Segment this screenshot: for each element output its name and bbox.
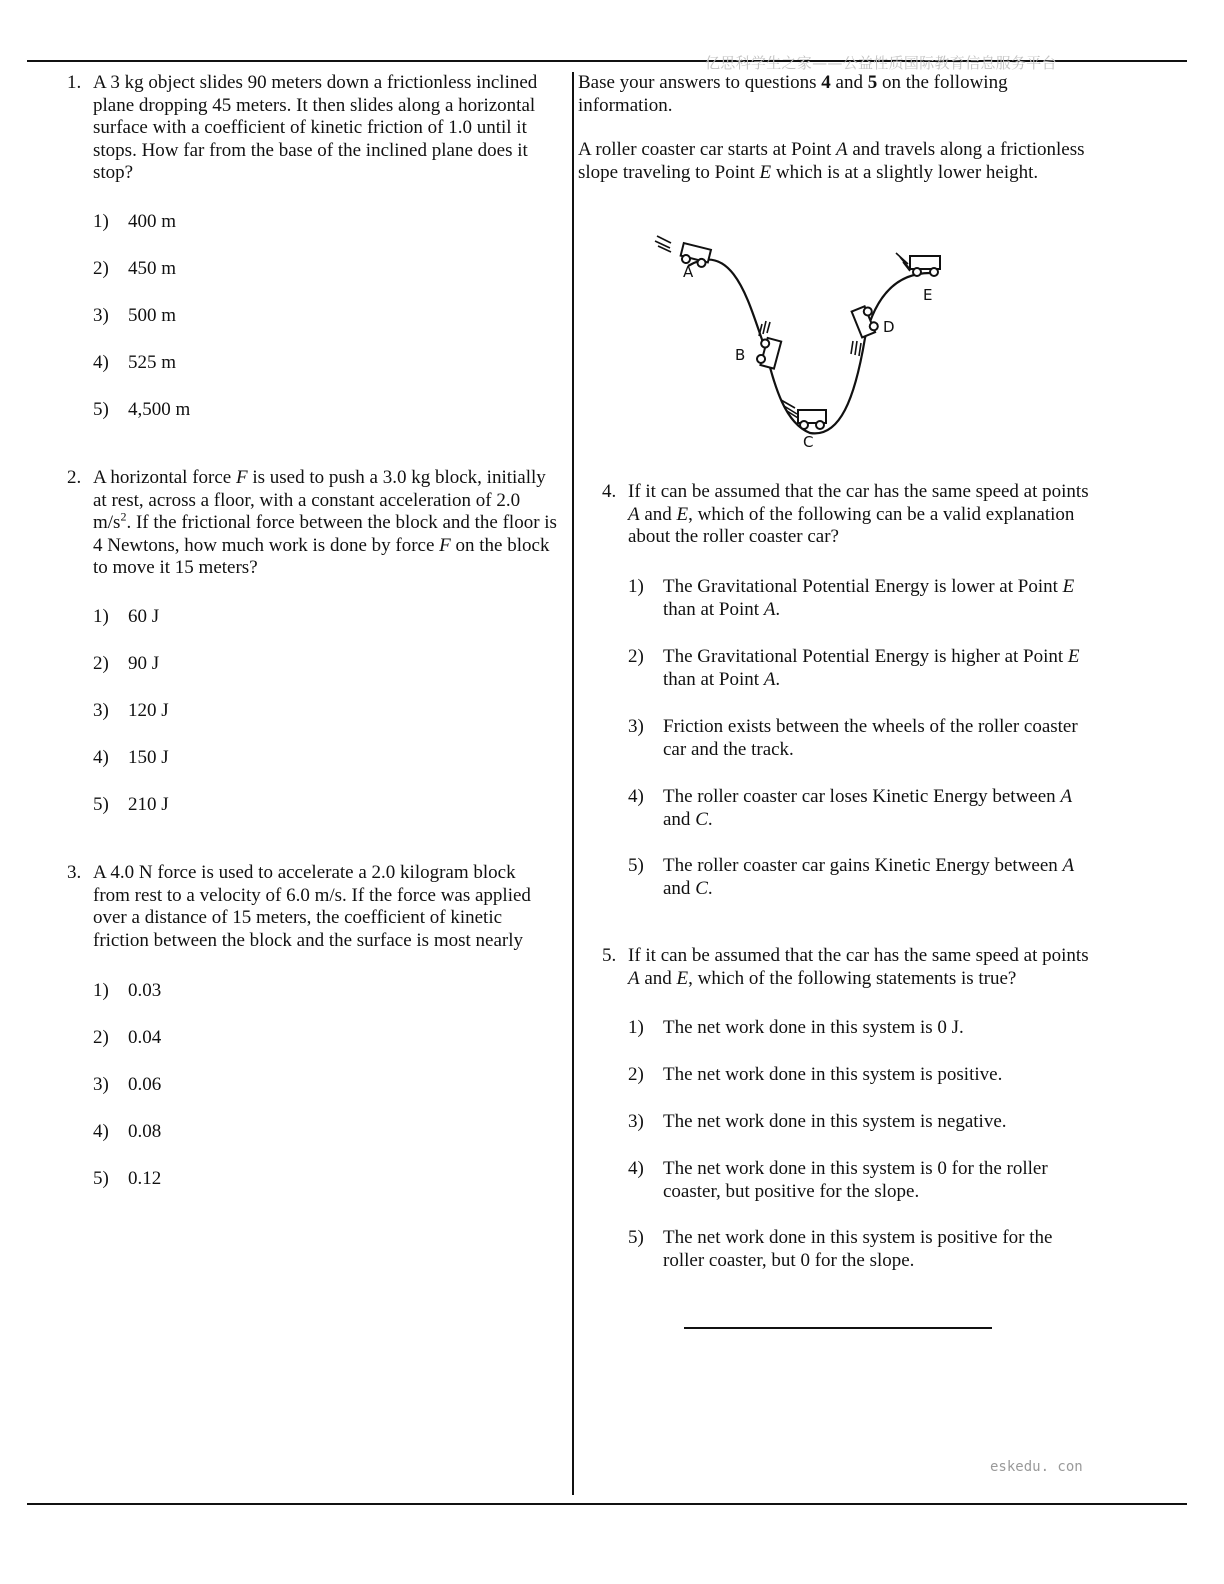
option-text: 90 J: [128, 653, 160, 674]
scenario-paragraph: A roller coaster car starts at Point A and travels along a frictionless slope traveling to Point E which is at a slightly lower height.: [578, 139, 1085, 183]
option-text: The net work done in this system is negative.: [663, 1111, 1007, 1132]
answer-option[interactable]: [628, 716, 1090, 761]
option-text: 210 J: [128, 794, 169, 815]
answer-option[interactable]: [93, 258, 176, 281]
bottom-rule: [27, 1503, 1187, 1505]
answer-option[interactable]: [628, 1111, 1068, 1134]
option-number: 1): [628, 576, 644, 597]
option-number: 2): [93, 258, 109, 279]
end-rule: [684, 1327, 992, 1329]
point-label-b: B: [735, 346, 746, 364]
motion-lines-e: [896, 253, 910, 271]
option-text: 0.06: [128, 1074, 162, 1095]
answer-option[interactable]: [628, 1227, 1068, 1272]
coaster-car-c: [798, 410, 826, 429]
question-text: A horizontal force F is used to push a 3.0 kg block, initially at rest, across a floor, with a constant acceleration of 2.0 $m/s^2$. If the frictional force between the block and the floor is 4 Newtons, how much work is done by force F on the block to move it 15 meters?: [93, 467, 557, 578]
option-text: 400 m: [128, 211, 177, 232]
point-label-c: C: [803, 433, 814, 451]
option-number: 2): [93, 653, 109, 674]
answer-option[interactable]: [93, 980, 161, 1003]
option-text: The net work done in this system is 0 J.: [663, 1017, 964, 1038]
question-3: [67, 862, 552, 1202]
option-text: The roller coaster car loses Kinetic Energy between A and C.: [663, 786, 1073, 830]
answer-option[interactable]: [93, 1168, 161, 1191]
option-number: 2): [628, 1064, 644, 1085]
question-ref: 4: [821, 72, 831, 93]
option-text: 120 J: [128, 700, 169, 721]
question-5: [602, 945, 1092, 1285]
question-4: [602, 481, 1092, 921]
option-text: The net work done in this system is 0 for the roller coaster, but positive for the slope.: [663, 1158, 1048, 1202]
option-number: 2): [93, 1027, 109, 1048]
point-label-d: D: [883, 318, 895, 336]
shared-instructions: Base your answers to questions 4 and 5 on the following information.: [578, 72, 1008, 116]
option-number: 3): [93, 305, 109, 326]
column-divider: [572, 72, 574, 1495]
option-text: 0.12: [128, 1168, 162, 1189]
option-number: 1): [93, 606, 109, 627]
answer-option[interactable]: [93, 794, 169, 817]
option-number: 3): [93, 1074, 109, 1095]
answer-option[interactable]: [628, 855, 1090, 900]
answer-option[interactable]: [93, 653, 159, 676]
answer-option[interactable]: [93, 1121, 161, 1144]
option-text: 525 m: [128, 352, 177, 373]
question-number: 2.: [67, 467, 82, 488]
option-number: 4): [628, 786, 644, 807]
answer-option[interactable]: [628, 646, 1093, 691]
option-text: 0.08: [128, 1121, 162, 1142]
option-number: 5): [93, 794, 109, 815]
option-text: 60 J: [128, 606, 160, 627]
answer-option[interactable]: [93, 305, 176, 328]
option-number: 5): [628, 855, 644, 876]
answer-option[interactable]: [628, 786, 1090, 831]
track-curve: [688, 260, 933, 434]
option-number: 4): [93, 747, 109, 768]
option-number: 5): [628, 1227, 644, 1248]
answer-option[interactable]: [93, 1074, 161, 1097]
option-number: 4): [93, 352, 109, 373]
question-1: [67, 72, 557, 462]
footer-watermark: eskedu. con: [990, 1459, 1083, 1475]
option-text: The Gravitational Potential Energy is higher at Point E than at Point A.: [663, 646, 1080, 690]
option-text: 0.03: [128, 980, 162, 1001]
answer-option[interactable]: [93, 606, 159, 629]
option-text: The Gravitational Potential Energy is lower at Point E than at Point A.: [663, 576, 1075, 620]
question-number: 1.: [67, 72, 82, 93]
question-number: 4.: [602, 481, 617, 502]
point-label-a: A: [683, 263, 694, 281]
coaster-car-b: [756, 337, 782, 369]
option-number: 1): [93, 980, 109, 1001]
option-number: 5): [93, 1168, 109, 1189]
question-ref: 5: [867, 72, 878, 93]
option-number: 3): [628, 1111, 644, 1132]
exponent: 2: [120, 509, 127, 524]
point-label-e: E: [923, 286, 933, 304]
roller-coaster-diagram: [650, 228, 950, 453]
answer-option[interactable]: [628, 1064, 1068, 1087]
question-text: If it can be assumed that the car has the same speed at points A and E, which of the following statements is true?: [628, 945, 1089, 989]
answer-option[interactable]: [93, 211, 176, 234]
answer-option[interactable]: [628, 1158, 1068, 1203]
watermark-text: 亿思科学生之家——公益性质国际教育信息服务平台: [705, 54, 1057, 72]
option-text: 4,500 m: [128, 399, 191, 420]
answer-option[interactable]: [628, 1017, 1068, 1040]
force-variable: F: [439, 534, 451, 556]
question-number: 5.: [602, 945, 617, 966]
option-number: 4): [628, 1158, 644, 1179]
option-number: 3): [628, 716, 644, 737]
force-variable: F: [235, 467, 248, 488]
question-2: [67, 467, 562, 837]
answer-option[interactable]: [93, 747, 169, 770]
option-number: 3): [93, 700, 109, 721]
option-text: The net work done in this system is positive.: [663, 1064, 1003, 1085]
question-text: A 3 kg object slides 90 meters down a frictionless inclined plane dropping 45 meters. It then slides along a horizontal surface with a coefficient of kinetic friction of 1.0 until it stops. How far from the base of the inclined plane does it stop?: [93, 72, 538, 183]
option-text: The roller coaster car gains Kinetic Energy between A and C.: [663, 855, 1075, 899]
motion-lines-d: [851, 341, 861, 356]
option-text: 0.04: [128, 1027, 162, 1048]
answer-option[interactable]: [628, 576, 1090, 621]
option-number: 1): [628, 1017, 644, 1038]
option-text: The net work done in this system is positive for the roller coaster, but 0 for the slope.: [663, 1227, 1053, 1271]
option-text: 500 m: [128, 305, 177, 326]
option-number: 4): [93, 1121, 109, 1142]
option-text: 150 J: [128, 747, 169, 768]
option-number: 5): [93, 399, 109, 420]
answer-option[interactable]: [93, 700, 169, 723]
option-number: 2): [628, 646, 644, 667]
option-number: 1): [93, 211, 109, 232]
answer-option[interactable]: [93, 1027, 161, 1050]
option-text: 450 m: [128, 258, 177, 279]
question-number: 3.: [67, 862, 82, 883]
motion-lines-a: [655, 236, 671, 252]
option-text: Friction exists between the wheels of the roller coaster car and the track.: [663, 716, 1078, 760]
question-text: If it can be assumed that the car has the same speed at points A and E, which of the following can be a valid explanation about the roller coaster car?: [628, 481, 1089, 547]
answer-option[interactable]: [93, 352, 176, 375]
answer-option[interactable]: [93, 399, 190, 422]
question-text: A 4.0 N force is used to accelerate a 2.0 kilogram block from rest to a velocity of 6.0 m/s. If the force was applied over a distance of 15 meters, the coefficient of kinetic friction between the block and the surface is most nearly: [93, 862, 531, 951]
